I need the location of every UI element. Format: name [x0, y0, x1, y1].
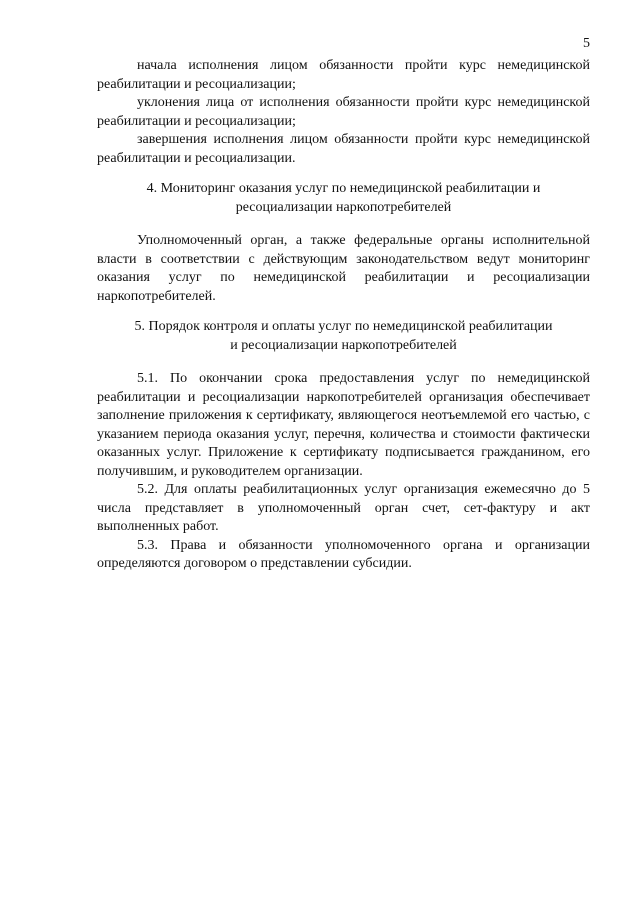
section-4-heading: [97, 180, 590, 217]
list-item-2: уклонения лица от исполнения обязанности пройти курс немедицинской реабилитации и ресоциализации;: [97, 95, 590, 129]
section-5-body: [97, 370, 590, 574]
page-number: 5: [583, 36, 590, 51]
paragraph-5-3: 5.3. Права и обязанности уполномоченного органа и организации определяются договором о представлении субсидии.: [97, 537, 590, 571]
list-item-3: завершения исполнения лицом обязанности пройти курс немедицинской реабилитации и ресоциализации.: [97, 132, 590, 166]
paragraph-5-2: 5.2. Для оплаты реабилитационных услуг организация ежемесячно до 5 числа представляет в уполномоченный орган счет, сет-фактуру и акт выполненных работ.: [97, 482, 590, 534]
section-4-heading-line-2: ресоциализации наркопотребителей: [235, 199, 452, 215]
section-4-body: [97, 232, 590, 306]
list-items-block: [97, 57, 590, 168]
list-item-1: начала исполнения лицом обязанности пройти курс немедицинской реабилитации и ресоциализации;: [97, 58, 590, 92]
section-5-heading-line-1: 5. Порядок контроля и оплаты услуг по немедицинской реабилитации: [134, 319, 553, 334]
section-5-heading-line-2: и ресоциализации наркопотребителей: [230, 337, 457, 353]
section-4-heading-line-1: 4. Мониторинг оказания услуг по немедицинской реабилитации и: [146, 181, 541, 196]
section-4-paragraph: Уполномоченный орган, а также федеральные органы исполнительной власти в соответствии с действующим законодательством ведут мониторинг оказания услуг по немедицинской реабилитации и ресоциализации наркопотребителей.: [97, 233, 590, 304]
paragraph-5-1: 5.1. По окончании срока предоставления услуг по немедицинской реабилитации и ресоциализации наркопотребителей организация обеспечивает заполнение приложения к сертификату, являющегося неотъемлемой его частью, с указанием периода оказания услуг, перечня, количества и стоимости фактически оказанных услуг. Приложение к сертификату подписывается гражданином, его получившим, и руководителем организации.: [97, 371, 590, 479]
section-5-heading: [97, 318, 590, 355]
